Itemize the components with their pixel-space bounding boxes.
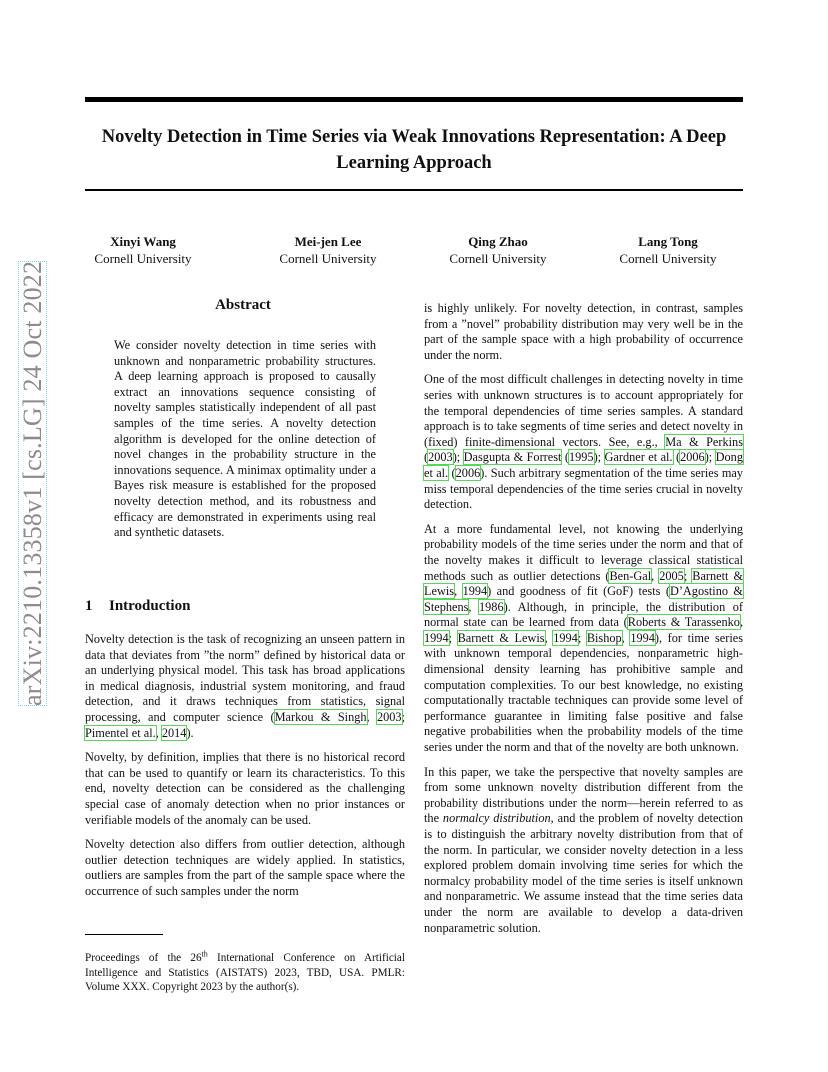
- author-affiliation: Cornell University: [94, 250, 192, 266]
- paragraph: In this paper, we take the perspective that novelty samples are from some unknown novelty distribution different from the probability distributions under the norm—herein referred to as the normalcy distribution, and the problem of novelty detection is to distinguish the arbitrary novelty distribution from that of the norm. In particular, we consider novelty detection in a less explored problem domain involving time series for which the normalcy probability model of the time series is itself unknown and nonparametric. We assume instead that the time series data under the norm are available to develop a data-driven nonparametric solution.: [424, 764, 743, 935]
- citation-link[interactable]: Dong et al.: [424, 450, 743, 480]
- left-column: [85, 632, 405, 909]
- citation-link[interactable]: 2014: [161, 725, 187, 740]
- author-name: Qing Zhao: [468, 234, 528, 249]
- emphasis: normalcy distribution: [442, 811, 551, 826]
- author: [58, 234, 228, 267]
- citation-link[interactable]: 1986: [479, 599, 504, 614]
- citation-link[interactable]: 2006: [455, 465, 481, 480]
- citation-link[interactable]: 1994: [630, 630, 655, 645]
- citation-link[interactable]: D’Agostino & Stephens: [424, 584, 743, 614]
- paragraph: Novelty detection also differs from outlier detection, although outlier detection techniques are widely applied. In statistics, outliers are samples from the part of the sample space where the occurrence of such samples under the norm: [85, 837, 405, 898]
- abstract-text: We consider novelty detection in time series with unknown and nonparametric probability structures. A deep learning approach is proposed to causally extract an innovations sequence consisting of novelty samples statistically independent of all past samples of the time series. A novelty detection algorithm is developed for the online detection of novel changes in the probability structure in the innovations sequence. A minimax optimality under a Bayes risk measure is established for the proposed novelty detection method, and its robustness and efficacy are demonstrated in experiments using real and synthetic datasets.: [114, 338, 376, 540]
- author: [243, 234, 413, 267]
- author: [413, 234, 583, 267]
- arxiv-stamp-text[interactable]: arXiv:2210.13358v1 [cs.LG] 24 Oct 2022: [18, 260, 47, 706]
- paragraph: At a more fundamental level, not knowing the underlying probability models of the time series under the norm and that of the novelty makes it difficult to leverage classical statistical methods such as outlier detections (Ben-Gal, 2005; Barnett & Lewis, 1994) and goodness of fit (GoF) tests (D’Agostino & Stephens, 1986). Although, in principle, the distribution of normal state can be learned from data (Roberts & Tarassenko, 1994; Barnett & Lewis, 1994; Bishop, 1994), for time series with unknown temporal dependencies, nonparametric high-dimensional density learning has prohibitive sample and computation complexities. To our best knowledge, no existing computationally tractable techniques can provide some level of performance guarantee in limiting false positive and false negative probabilities when the probability models of the time series under the norm and that of the novelty are both unknown.: [424, 521, 744, 755]
- paragraph: Novelty detection is the task of recognizing an unseen pattern in data that deviates from ”the norm” defined by historical data or an underlying physical model. This task has broad applications in medical diagnosis, industrial system monitoring, and fraud detection, and it draws techniques from statistics, signal processing, and computer science (Markou & Singh, 2003; Pimentel et al., 2014).: [85, 632, 405, 740]
- citation-link[interactable]: Roberts & Tarassenko: [627, 615, 740, 630]
- author-name: Lang Tong: [638, 234, 698, 249]
- section-heading-introduction: [85, 598, 190, 615]
- title-bottom-rule: [85, 189, 743, 191]
- author-affiliation: Cornell University: [279, 250, 377, 266]
- right-column: [424, 301, 743, 945]
- citation-link[interactable]: 1994: [462, 584, 488, 599]
- paper-title: Novelty Detection in Time Series via Weak Innovations Representation: A Deep Learning Approach: [101, 127, 727, 173]
- section-title: Introduction: [109, 598, 191, 614]
- abstract-heading: Abstract: [215, 297, 271, 313]
- footnote: Proceedings of the 26th International Conference on Artificial Intelligence and Statistics (AISTATS) 2023, TBD, USA. PMLR: Volume XXX. Copyright 2023 by the author(s).: [85, 949, 405, 994]
- section-number: 1: [85, 598, 93, 614]
- citation-link[interactable]: Ma & Perkins: [665, 434, 743, 449]
- citation-link[interactable]: 2003: [428, 450, 453, 465]
- paragraph: is highly unlikely. For novelty detection, in contrast, samples from a ”novel” probability distribution may very well be in the part of the sample space with a high probability of occurrence under the norm.: [424, 301, 743, 362]
- citation-link[interactable]: Ben-Gal: [609, 568, 652, 583]
- citation-link[interactable]: Bishop: [586, 630, 622, 645]
- citation-link[interactable]: Barnett & Lewis: [424, 568, 744, 599]
- citation-link[interactable]: Pimentel et al.: [85, 725, 156, 740]
- citation-link[interactable]: 2006: [680, 450, 705, 465]
- citation-link[interactable]: 1994: [424, 630, 449, 645]
- author-name: Xinyi Wang: [110, 234, 176, 249]
- citation-link[interactable]: Dasgupta & Forrest: [463, 450, 562, 465]
- footnote-rule: [85, 934, 163, 935]
- citation-link[interactable]: 2005: [659, 568, 684, 583]
- citation-link[interactable]: Gardner et al.: [604, 450, 673, 465]
- author-name: Mei-jen Lee: [294, 234, 362, 249]
- citation-link[interactable]: 1994: [553, 630, 578, 645]
- paragraph: Novelty, by definition, implies that there is no historical record that can be used to quantify or learn its characteristics. To this end, novelty detection can be considered as the challenging special case of anomaly detection when no prior instances or verifiable models of the anomaly can be used.: [85, 750, 405, 827]
- author: [583, 234, 753, 267]
- citation-link[interactable]: 2003: [376, 709, 402, 724]
- citation-link[interactable]: Markou & Singh: [274, 709, 367, 724]
- paragraph: One of the most difficult challenges in detecting novelty in time series with unknown structures is to account appropriately for the temporal dependencies of time series samples. A standard approach is to take segments of time series and detect novelty in (fixed) finite-dimensional vectors. See, e.g., Ma & Perkins (2003); Dasgupta & Forrest (1995); Gardner et al. (2006); Dong et al. (2006). Such arbitrary segmentation of the time series may miss temporal dependencies of the time series crucial in novelty detection.: [424, 372, 744, 512]
- arxiv-stamp[interactable]: [18, 262, 48, 706]
- author-affiliation: Cornell University: [619, 250, 717, 266]
- citation-link[interactable]: Barnett & Lewis: [457, 630, 545, 645]
- citation-link[interactable]: 1995: [568, 450, 594, 465]
- author-affiliation: Cornell University: [449, 250, 547, 266]
- title-top-rule: [85, 97, 743, 102]
